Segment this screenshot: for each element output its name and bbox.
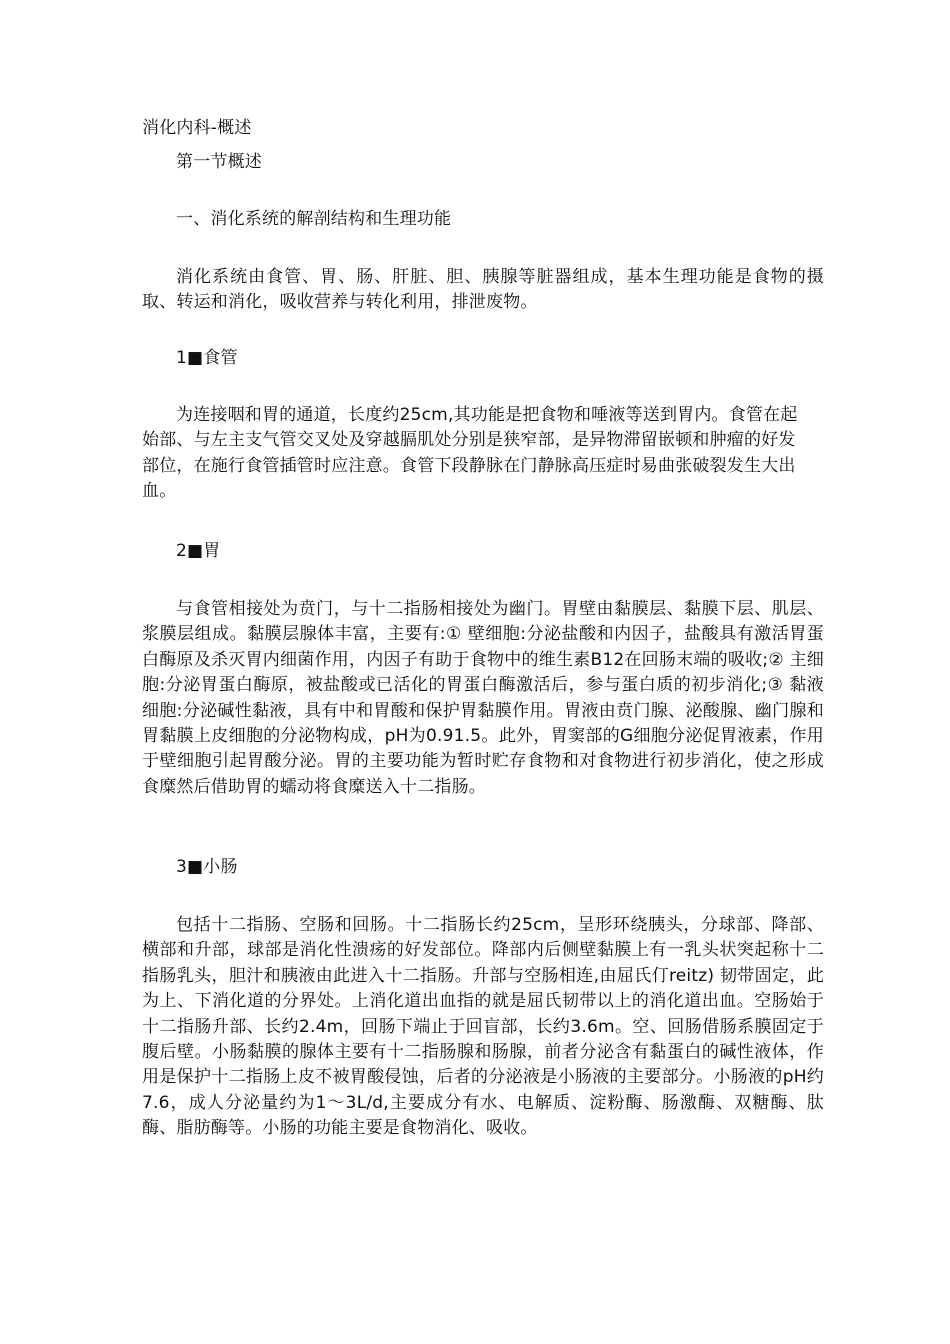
item-body-small-intestine: 包括十二指肠、空肠和回肠。十二指肠长约25cm，呈形环绕胰头，分球部、降部、横部和升部，球部是消化性溃疡的好发部位。降部内后侧壁黏膜上有一乳头状突起称十二指肠乳头，胆汁和胰液由此进入十二指肠。升部与空肠相连,由屈氏仃reitz) 韧带固定，此为上、下消化道的分界处。上消化道出血指的就是屈氏韧带以上的消化道出血。空肠始于十二指肠升部、长约2.4m，回肠下端止于回盲部，长约3.6m。空、回肠借肠系膜固定于腹后壁。小肠黏膜的腺体主要有十二指肠腺和肠腺，前者分泌含有黏蛋白的碱性液体，作用是保护十二指肠上皮不被胃酸侵蚀，后者的分泌液是小肠液的主要部分。小肠液的pH约7.6，成人分泌量约为1〜3L/d,主要成分有水、电解质、淀粉酶、肠激酶、双糖酶、肽酶、脂肪酶等。小肠的功能主要是食物消化、吸收。 [142, 915, 824, 1139]
intro-paragraph: 消化系统由食管、胃、肠、肝脏、胆、胰腺等脏器组成，基本生理功能是食物的摄取、转运和消化，吸收营养与转化利用，排泄废物。 [142, 267, 824, 313]
item-heading-stomach: 2■胃 [176, 541, 221, 561]
document-title: 消化内科-概述 [142, 118, 252, 138]
subsection-heading: 一、消化系统的解剖结构和生理功能 [176, 209, 452, 229]
item-body-esophagus: 为连接咽和胃的通道，长度约25cm,其功能是把食物和唾液等送到胃内。食管在起始部、与左主支气管交叉处及穿越膈肌处分别是狭窄部，是异物滞留嵌顿和肿瘤的好发部位，在施行食管插管时应注意。食管下段静脉在门静脉高压症时易曲张破裂发生大出血。 [142, 405, 798, 502]
section-heading: 第一节概述 [176, 152, 262, 172]
item-heading-small-intestine: 3■小肠 [176, 857, 238, 877]
item-body-stomach: 与食管相接处为贲门，与十二指肠相接处为幽门。胃壁由黏膜层、黏膜下层、肌层、浆膜层组成。黏膜层腺体丰富，主要有:① 壁细胞:分泌盐酸和内因子，盐酸具有激活胃蛋白酶原及杀灭胃内细菌作用，内因子有助于食物中的维生素B12在回肠末端的吸收;② 主细胞:分泌胃蛋白酶原，被盐酸或已活化的胃蛋白酶激活后，参与蛋白质的初步消化;③ 黏液细胞:分泌碱性黏液，具有中和胃酸和保护胃黏膜作用。胃液由贲门腺、泌酸腺、幽门腺和胃黏膜上皮细胞的分泌物构成，pH为0.91.5。此外，胃窦部的G细胞分泌促胃液素，作用于壁细胞引起胃酸分泌。胃的主要功能为暂时贮存食物和对食物进行初步消化，使之形成食糜然后借助胃的蠕动将食糜送入十二指肠。 [142, 599, 824, 797]
item-heading-esophagus: 1■食管 [176, 348, 238, 368]
